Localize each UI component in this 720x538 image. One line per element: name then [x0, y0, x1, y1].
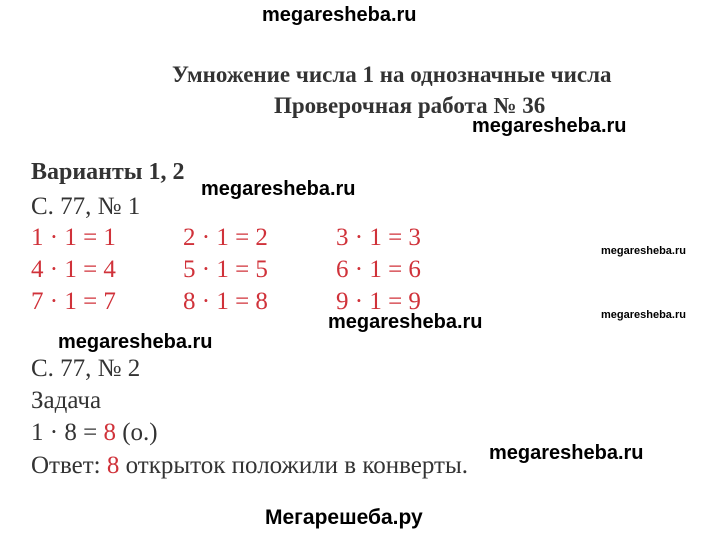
equation-4: 4 · 1 = 4: [31, 256, 116, 283]
watermark: megaresheba.ru: [601, 245, 686, 257]
watermark: megaresheba.ru: [601, 309, 686, 321]
equation-2: 2 · 1 = 2: [183, 224, 268, 251]
task2-reference: С. 77, № 2: [31, 355, 141, 382]
task2-solution: [31, 418, 158, 448]
watermark: megaresheba.ru: [489, 442, 644, 464]
solution-value: 8: [103, 419, 116, 446]
equation-5: 5 · 1 = 5: [183, 256, 268, 283]
watermark: megaresheba.ru: [328, 311, 483, 333]
watermark: megaresheba.ru: [58, 331, 213, 353]
task1-reference: С. 77, № 1: [31, 193, 141, 220]
task2-answer: [31, 451, 468, 481]
equation-9: 9 · 1 = 9: [336, 288, 421, 315]
solution-expression: 1 · 8 =: [31, 419, 104, 446]
equation-3: 3 · 1 = 3: [336, 224, 421, 251]
answer-text: открыток положили в конверты.: [119, 452, 469, 479]
equation-8: 8 · 1 = 8: [183, 288, 268, 315]
watermark: megaresheba.ru: [472, 115, 627, 137]
equation-1: 1 · 1 = 1: [31, 224, 116, 251]
equation-6: 6 · 1 = 6: [336, 256, 421, 283]
title-line-2: Проверочная работа № 36: [274, 93, 546, 118]
equation-7: 7 · 1 = 7: [31, 288, 116, 315]
answer-label: Ответ:: [31, 452, 107, 479]
solution-unit: (о.): [115, 419, 158, 446]
title-line-1: Умножение числа 1 на однозначные числа: [172, 62, 612, 87]
task2-label: Задача: [31, 387, 102, 414]
answer-value: 8: [106, 452, 120, 479]
footer-watermark: Мегарешеба.ру: [265, 506, 423, 529]
watermark: megaresheba.ru: [201, 178, 356, 200]
variants-heading: Варианты 1, 2: [31, 159, 185, 185]
watermark-top: megaresheba.ru: [262, 4, 417, 26]
